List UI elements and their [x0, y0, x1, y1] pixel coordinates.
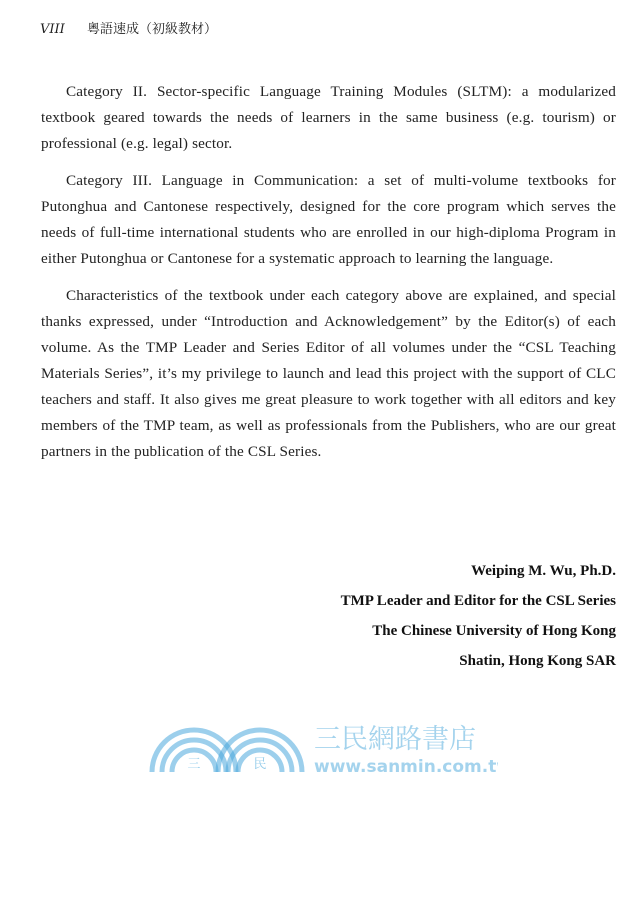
body-text: [41, 79, 616, 476]
paragraph-category-two: Category II. Sector-specific Language Training Modules (SLTM): a modularized textbook geared towards the needs of learners in the same business (e.g. tourism) or professional (e.g. legal) sector.: [41, 83, 616, 152]
signature-block: [341, 556, 616, 676]
signature-institution: The Chinese University of Hong Kong: [372, 623, 616, 639]
logo-left-char: 三: [187, 757, 201, 772]
sanmin-logo-watermark: [148, 718, 498, 778]
book-title: 粵語速成（初級教材）: [86, 22, 217, 37]
store-url: www.sanmin.com.tw: [314, 757, 498, 777]
signature-name: Weiping M. Wu, Ph.D.: [471, 563, 616, 579]
signature-location: Shatin, Hong Kong SAR: [459, 653, 616, 669]
watermark: [148, 718, 498, 778]
running-header: [40, 18, 217, 37]
page-number: VIII: [40, 22, 65, 37]
logo-right-char: 民: [253, 757, 267, 772]
store-name: 三民網路書店: [314, 724, 476, 755]
paragraph-characteristics: Characteristics of the textbook under each category above are explained, and special thanks expressed, under “Introduction and Acknowledgement” by the Editor(s) of each volume. As the TMP Leader and Series Editor of all volumes under the “CSL Teaching Materials Series”, it’s my privilege to launch and lead this project with the support of CLC teachers and staff. It also gives me great pleasure to work together with all editors and key members of the TMP team, as well as professionals from the Publishers, who are our great partners in the publication of the CSL Series.: [41, 287, 616, 460]
paragraph-category-three: Category III. Language in Communication: a set of multi-volume textbooks for Putonghua and Cantonese respectively, designed for the core program which serves the needs of full-time international students who are enrolled in our high-diploma Program in either Putonghua or Cantonese for a systematic approach to learning the language.: [41, 172, 616, 267]
signature-role: TMP Leader and Editor for the CSL Series: [340, 593, 616, 609]
rainbow-arcs-icon: [152, 730, 302, 772]
